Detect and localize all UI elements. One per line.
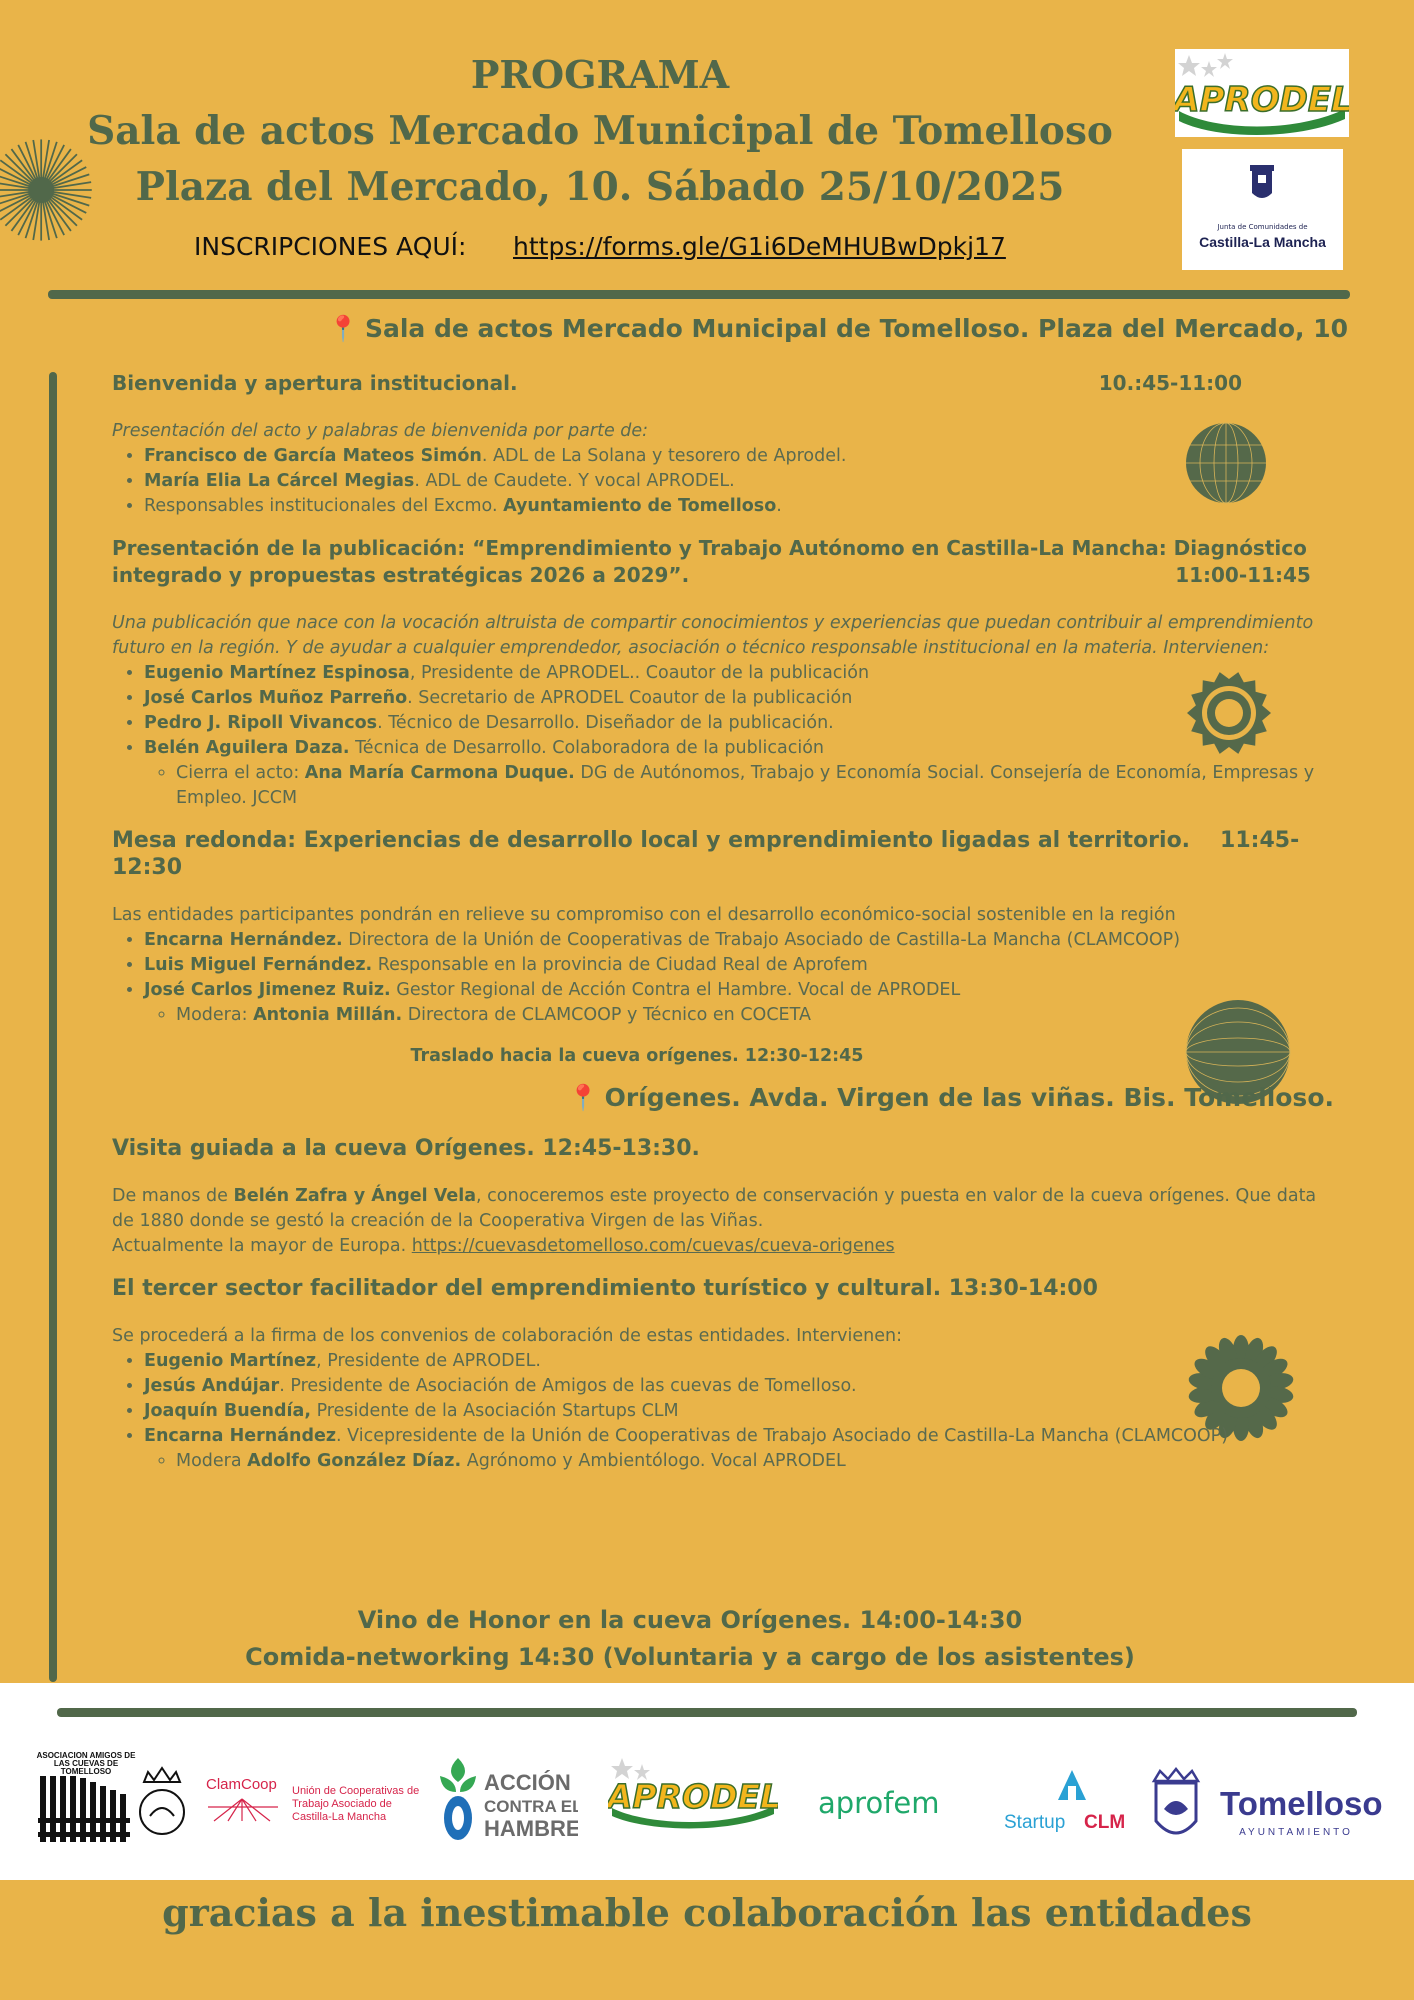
list-item: • Luis Miguel Fernández. Responsable en la provincia de Ciudad Real de Aprofem [144,953,1342,978]
transfer-note: Traslado hacia la cueva orígenes. 12:30-12:45 [410,1046,864,1066]
session-third-sector [112,1275,1342,1474]
registration-link[interactable]: https://forms.gle/G1i6DeMHUBwDpkj17 [513,232,1006,261]
session-third-sector-list [112,1349,1342,1474]
cuevas-logo [36,1752,188,1844]
session-round-table-intro: Las entidades participantes pondrán en relieve su compromiso con el desarrollo económico-social sostenible en la región [112,905,1176,925]
location-1 [328,314,1348,344]
footer-thanks: gracias a la inestimable colaboración las entidades [162,1890,1252,1935]
date-heading: Plaza del Mercado, 10. Sábado 25/10/2025 [135,164,1065,210]
startup-logo-text-1: Startup [1004,1812,1066,1833]
list-item: ◦ Modera Adolfo González Díaz. Agrónomo y Ambientólogo. Vocal APRODEL [176,1449,1342,1474]
list-item: • Francisco de García Mateos Simón. ADL de La Solana y tesorero de Aprodel. [144,444,1342,469]
list-item: ◦ Modera: Antonia Millán. Directora de CLAMCOOP y Técnico en COCETA [176,1003,1342,1028]
session-third-sector-intro: Se procederá a la firma de los convenios de colaboración de estas entidades. Intervienen: [112,1326,903,1346]
session-welcome [112,370,1342,519]
clamcoop-logo-text: ClamCoop [206,1776,277,1793]
cueva-origenes-link[interactable]: https://cuevasdetomelloso.com/cuevas/cueva-origenes [411,1236,895,1256]
session-publication-time: 11:00-11:45 [1175,563,1311,587]
clamcoop-desc-text: Unión de Cooperativas de Trabajo Asociado de Castilla-La Mancha [292,1785,420,1823]
list-item: • Joaquín Buendía, Presidente de la Asociación Startups CLM [144,1399,1342,1424]
session-visit-text: De manos de Belén Zafra y Ángel Vela, conoceremos este proyecto de conservación y puesta en valor de la cueva orígenes. Que data de 1880 donde se gestó la creación de la Cooperativa Virgen de las Viñas. [112,1186,1317,1231]
aprodel-bottom-text: APRODEL [608,1777,778,1816]
list-item: • José Carlos Muñoz Parreño. Secretario de APRODEL Coautor de la publicación [144,686,1342,711]
list-item: • María Elia La Cárcel Megias. ADL de Caudete. Y vocal APRODEL. [144,469,1342,494]
session-round-table-time: 11:45-12:30 [112,828,1300,880]
closing-line-2: Comida-networking 14:30 (Voluntaria y a cargo de los asistentes) [245,1643,1135,1671]
tomelloso-logo-text: Tomelloso [1220,1785,1383,1822]
closing-block [60,1602,1400,1676]
list-item: • Eugenio Martínez Espinosa, Presidente de APRODEL.. Coautor de la publicación [144,661,1342,686]
startup-clm-logo [1002,1766,1142,1836]
clamcoop-logo [204,1773,424,1825]
session-visit-line2: Actualmente la mayor de Europa. https://cuevasdetomelloso.com/cuevas/cueva-origenes [112,1236,895,1256]
list-item: ◦ Cierra el acto: Ana María Carmona Duque. DG de Autónomos, Trabajo y Economía Social. Consejería de Economía, Empresas y Empleo. JCCM [176,761,1342,811]
registration-label: INSCRIPCIONES AQUÍ: [194,232,467,261]
location-2 [112,1081,1342,1115]
location-2-text: Orígenes. Avda. Virgen de las viñas. Bis. Tomelloso. [604,1083,1334,1112]
accion-logo-text-3: HAMBRE [484,1816,578,1841]
jccm-logo-small-text: Junta de Comunidades de [1217,223,1308,231]
session-third-sector-title: El tercer sector facilitador del emprendimiento turístico y cultural. 13:30-14:00 [112,1276,1098,1301]
map-pin-icon: 📍 [327,314,359,343]
session-publication [112,535,1342,811]
list-item: • Responsables institucionales del Excmo. Ayuntamiento de Tomelloso. [144,494,1342,519]
top-divider [48,290,1350,299]
session-welcome-time: 10.:45-11:00 [1098,371,1242,395]
map-pin-icon: 📍 [567,1083,599,1112]
session-welcome-intro: Presentación del acto y palabras de bienvenida por parte de: [112,421,649,441]
venue-heading: Sala de actos Mercado Municipal de Tomelloso [87,108,1113,154]
closing-line-1: Vino de Honor en la cueva Orígenes. 14:00-14:30 [357,1606,1023,1634]
session-visit-title: Visita guiada a la cueva Orígenes. 12:45-13:30. [112,1136,700,1161]
jccm-logo [1182,149,1343,270]
startup-logo-text-2: CLM [1084,1812,1126,1833]
accion-contra-el-hambre-logo [438,1752,578,1846]
list-item: • José Carlos Jimenez Ruiz. Gestor Regional de Acción Contra el Hambre. Vocal de APRODEL ◦ Modera: Antonia Millán. Directora de CLAMCOOP y Técnico en COCETA [144,978,1342,1028]
session-publication-list [112,661,1342,811]
session-visit [112,1135,1342,1259]
session-welcome-list [112,444,1342,519]
list-item: • Eugenio Martínez, Presidente de APRODEL. [144,1349,1342,1374]
list-item: • Pedro J. Ripoll Vivancos. Técnico de Desarrollo. Diseñador de la publicación. [144,711,1342,736]
program-content [112,370,1342,1474]
aprofem-logo [814,1785,974,1825]
program-heading: PROGRAMA [470,52,730,97]
aprodel-logo-top [1175,49,1349,137]
list-item: • Encarna Hernández. Directora de la Unión de Cooperativas de Trabajo Asociado de Castilla-La Mancha (CLAMCOOP) [144,928,1342,953]
sponsors-divider [57,1708,1357,1717]
location-1-text: Sala de actos Mercado Municipal de Tomelloso. Plaza del Mercado, 10 [364,314,1348,343]
aprodel-logo-text: APRODEL [1175,80,1349,120]
session-welcome-title: Bienvenida y apertura institucional. [112,371,518,395]
session-round-table-title: Mesa redonda: Experiencias de desarrollo local y emprendimiento ligadas al territorio. [112,828,1191,853]
list-item: • Jesús Andújar. Presidente de Asociación de Amigos de las cuevas de Tomelloso. [144,1374,1342,1399]
session-round-table-list [112,928,1342,1028]
left-vertical-bar [49,372,57,1682]
session-publication-title: Presentación de la publicación: “Emprendimiento y Trabajo Autónomo en Castilla-La Mancha: Diagnóstico integrado y propuestas estratégicas 2026 a 2029”. [112,536,1307,587]
aprofem-logo-text: aprofem [818,1786,940,1820]
ayuntamiento-logo-text: AYUNTAMIENTO [1239,1827,1353,1838]
cuevas-logo-text: ASOCIACIÓN AMIGOS DE LAS CUEVAS DE TOMELLOSO [36,1752,136,1776]
aprodel-logo-bottom [608,1752,778,1832]
list-item: • Belén Aguilera Daza. Técnica de Desarrollo. Colaboradora de la publicación ◦ Cierra el acto: Ana María Carmona Duque. DG de Autónomos, Trabajo y Economía Social. Consejería de Economía, Empresas y Empleo. JCCM [144,736,1342,811]
list-item: • Encarna Hernández. Vicepresidente de la Unión de Cooperativas de Trabajo Asociado de Castilla-La Mancha (CLAMCOOP) ◦ Modera Adolfo González Díaz. Agrónomo y Ambientólogo. Vocal APRODEL [144,1424,1342,1474]
session-publication-intro: Una publicación que nace con la vocación altruista de compartir conocimientos y experiencias que puedan contribuir al emprendimiento futuro en la región. Y de ayudar a cualquier emprendedor, asociación o técnico responsable institucional en la materia. Intervienen: [112,613,1314,658]
accion-logo-text-2: CONTRA EL [484,1797,578,1816]
accion-logo-text-1: ACCIÓN [484,1770,571,1795]
session-round-table [112,827,1342,1028]
tomelloso-logo [1150,1765,1386,1849]
jccm-logo-big-text: Castilla-La Mancha [1199,234,1326,250]
